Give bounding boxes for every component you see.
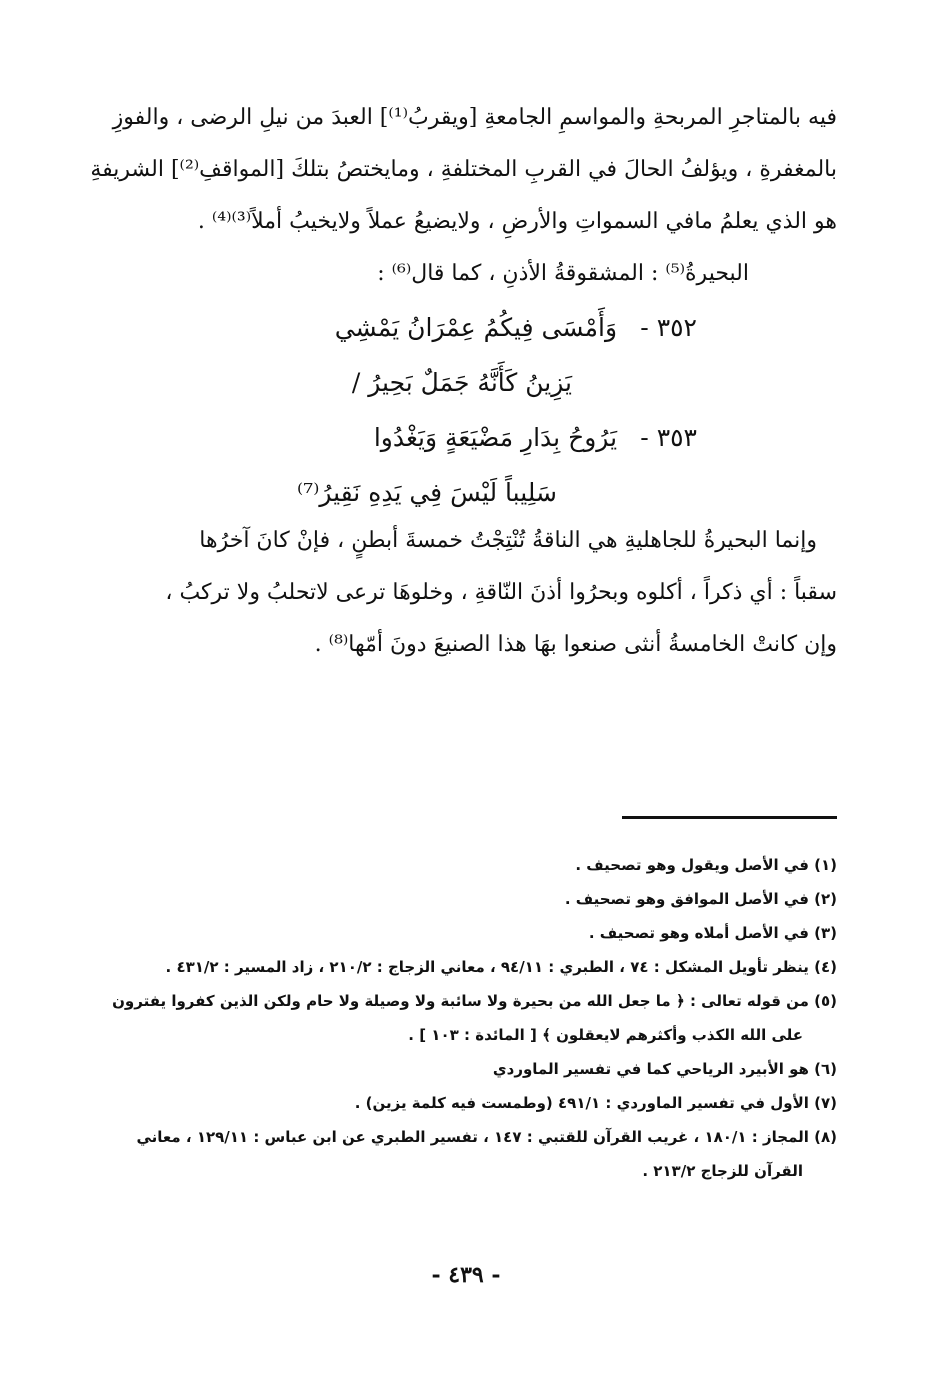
text-line: وإنما البحيرةُ للجاهليةِ هي الناقةُ تُنْتِجْتُ خمسةَ أبطنٍ ، فإنْ كانَ آخرُها <box>199 528 817 553</box>
verse-352-first-hemistich <box>137 300 697 355</box>
verse-text: وَأَمْسَى فِيكُمُ عِمْرَانُ يَمْشِي <box>334 313 618 342</box>
verse-text: يَرُوحُ بِدَارِ مَضْيَعَةٍ وَيَغْدُوا <box>373 423 618 452</box>
footnote-continuation: القرآن للزجاج ٢١٣/٢ . <box>642 1162 803 1180</box>
verse-number: ٣٥٢ - <box>640 313 697 342</box>
verse-number: ٣٥٣ - <box>640 423 697 452</box>
footnote: (١) في الأصل ويقول وهو تصحيف . <box>575 856 837 874</box>
footnote-continuation: على الله الكذب وأكثرهم لايعقلون ﴾ [ المائدة : ١٠٣ ] . <box>408 1026 803 1044</box>
footnotes <box>97 848 837 1188</box>
poem-block <box>137 300 697 520</box>
page-number: - ٤٣٩ - <box>431 1262 501 1288</box>
footnote: (٦) هو الأبيرد الرياحي كما في تفسير الماوردي <box>492 1060 837 1078</box>
verse-352-second-hemistich: يَزِينُ كَأَنَّهُ جَمَلٌ بَحِيرُ / <box>351 368 572 397</box>
footnote: (٣) في الأصل أملاه وهو تصحيف . <box>588 924 837 942</box>
main-text-paragraph-2 <box>102 515 837 671</box>
text-line: هو الذي يعلمُ مافي السمواتِ والأرضِ ، ولايضيعُ عملاً ولايخيبُ أملاً⁽³⁾⁽⁴⁾ . <box>197 209 837 234</box>
text-line: فيه بالمتاجرِ المربحةِ والمواسمِ الجامعةِ [ويقربُ⁽¹⁾] العبدَ من نيلِ الرضى ، والفوزِ <box>112 105 837 130</box>
footnote: (٧) الأول في تفسير الماوردي : ٤٩١/١ (وطمست فيه كلمة يزين) . <box>354 1094 837 1112</box>
verse-353-first-hemistich <box>137 410 697 465</box>
verse-353-second-hemistich: سَلِيباً لَيْسَ فِي يَدِهِ نَقِيرُ⁽⁷⁾ <box>297 478 557 507</box>
main-text-paragraph-1 <box>90 92 837 300</box>
footnote: (٢) في الأصل الموافق وهو تصحيف . <box>564 890 837 908</box>
footnote: (٥) من قوله تعالى : ﴿ ما جعل الله من بحيرة ولا سائبة ولا وصيلة ولا حام ولكن الذين كفروا يفترون <box>112 992 837 1010</box>
footnote: (٤) ينظر تأويل المشكل : ٧٤ ، الطبري : ٩٤/١١ ، معاني الزجاج : ٢١٠/٢ ، زاد المسير : ٤٣١/٢ . <box>165 958 837 976</box>
text-line: وإن كانتْ الخامسةُ أنثى صنعوا بهَا هذا الصنيعَ دونَ أمّها⁽⁸⁾ . <box>314 632 837 657</box>
text-line: سقباً : أي ذكراً ، أكلوه وبحرُوا أذنَ النّاقةِ ، وخلوهَا ترعى لاتحلبُ ولا تركبُ ، <box>165 580 837 605</box>
footnote: (٨) المجاز : ١٨٠/١ ، غريب القرآن للقتبي : ١٤٧ ، تفسير الطبري عن ابن عباس : ١٢٩/١١ ، معاني <box>136 1128 837 1146</box>
text-line: بالمغفرةِ ، ويؤلفُ الحالَ في القربِ المختلفةِ ، ومايختصُ بتلكَ [المواقفِ⁽²⁾] الشريفةِ <box>90 157 837 182</box>
text-line: البحيرةُ⁽⁵⁾ : المشقوقةُ الأذنِ ، كما قال⁽⁶⁾ : <box>377 261 749 286</box>
footnote-separator <box>622 816 837 819</box>
